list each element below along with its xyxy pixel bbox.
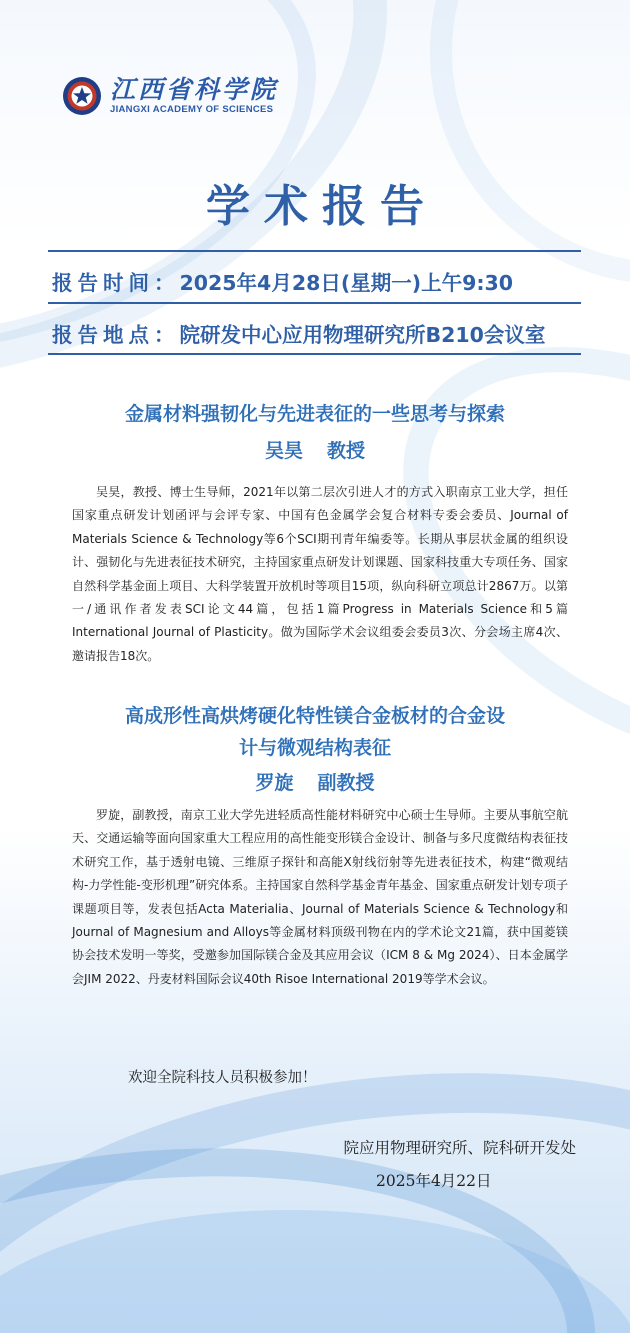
report-time <box>52 266 513 296</box>
speaker-name: 罗旋 <box>255 772 294 794</box>
divider-middle <box>48 302 581 304</box>
report-place <box>52 318 545 348</box>
report-2-bio: 罗旋，副教授，南京工业大学先进轻质高性能材料研究中心硕士生导师。主要从事航空航天、交通运输等面向国家重大工程应用的高性能变形镁合金设计、制备与多尺度微结构表征技术研究工作，基于透射电镜、三维原子探针和高能X射线衍射等先进表征技术，构建“微观结构-力学性能-变形机理”研究体系。主持国家自然科学基金青年基金、国家重点研发计划专项子课题项目等，发表包括Acta Materialia、Journal of Materials Science & Technology和Journal of Magnesium and Alloys等金属材料顶级刊物在内的学术论文21篇，获中国菱镁协会技术发明一等奖，受邀参加国际镁合金及其应用会议（ICM 8 & Mg 2024）、日本金属学会JIM 2022、丹麦材料国际会议40th Risoe International 2019等学术会议。 <box>72 808 568 986</box>
issue-date: 2025年4月22日 <box>376 1172 492 1190</box>
divider-top <box>48 250 581 252</box>
organizer-text: 院应用物理研究所、院科研开发处 <box>343 1139 576 1157</box>
academy-logo <box>62 76 278 116</box>
report-2-title-line-1: 高成形性高烘烤硬化特性镁合金板材的合金设 <box>124 705 505 727</box>
speaker-title: 教授 <box>327 440 366 462</box>
report-1-title <box>0 398 630 430</box>
report-1-title-line: 金属材料强韧化与先进表征的一些思考与探索 <box>124 403 505 425</box>
divider-bottom <box>48 353 581 355</box>
welcome-text: 欢迎全院科技人员积极参加！ <box>128 1070 317 1086</box>
report-1-bio: 吴昊，教授、博士生导师，2021年以第二层次引进人才的方式入职南京工业大学，担任国家重点研发计划函评与会评专家、中国有色金属学会复合材料专委会委员、Journal of Materials Science & Technology等6个SCI期刊青年编委等。长期从事层状金属的组织设计、强韧化与先进表征技术研究，主持国家重点研发计划课题、国家科技重大专项任务、国家自然科学基金面上项目、大科学装置开放机时等项目15项，纵向科研立项总计2867万。以第一/通讯作者发表SCI论文44篇，包括1篇Progress in Materials Science和5篇International Journal of Plasticity。做为国际学术会议组委会委员3次、分会场主席4次、邀请报告18次。 <box>72 485 568 663</box>
place-label: 报告地点： <box>52 323 180 347</box>
logo-english-name: JIANGXI ACADEMY OF SCIENCES <box>110 103 274 115</box>
report-2-title-line-2: 计与微观结构表征 <box>238 737 391 759</box>
page-title: 学术报告 <box>206 181 438 232</box>
logo-chinese-name: 江西省科学院 <box>110 74 279 104</box>
report-2-title <box>0 700 630 764</box>
speaker-name: 吴昊 <box>264 440 303 462</box>
academy-seal-icon <box>62 76 102 116</box>
place-value: 院研发中心应用物理研究所B210会议室 <box>179 323 546 347</box>
speaker-title: 副教授 <box>317 772 375 794</box>
report-2-speaker <box>0 768 630 795</box>
time-label: 报告时间： <box>52 271 180 295</box>
time-value: 2025年4月28日(星期一)上午9:30 <box>179 271 514 295</box>
report-1-speaker <box>0 436 630 463</box>
